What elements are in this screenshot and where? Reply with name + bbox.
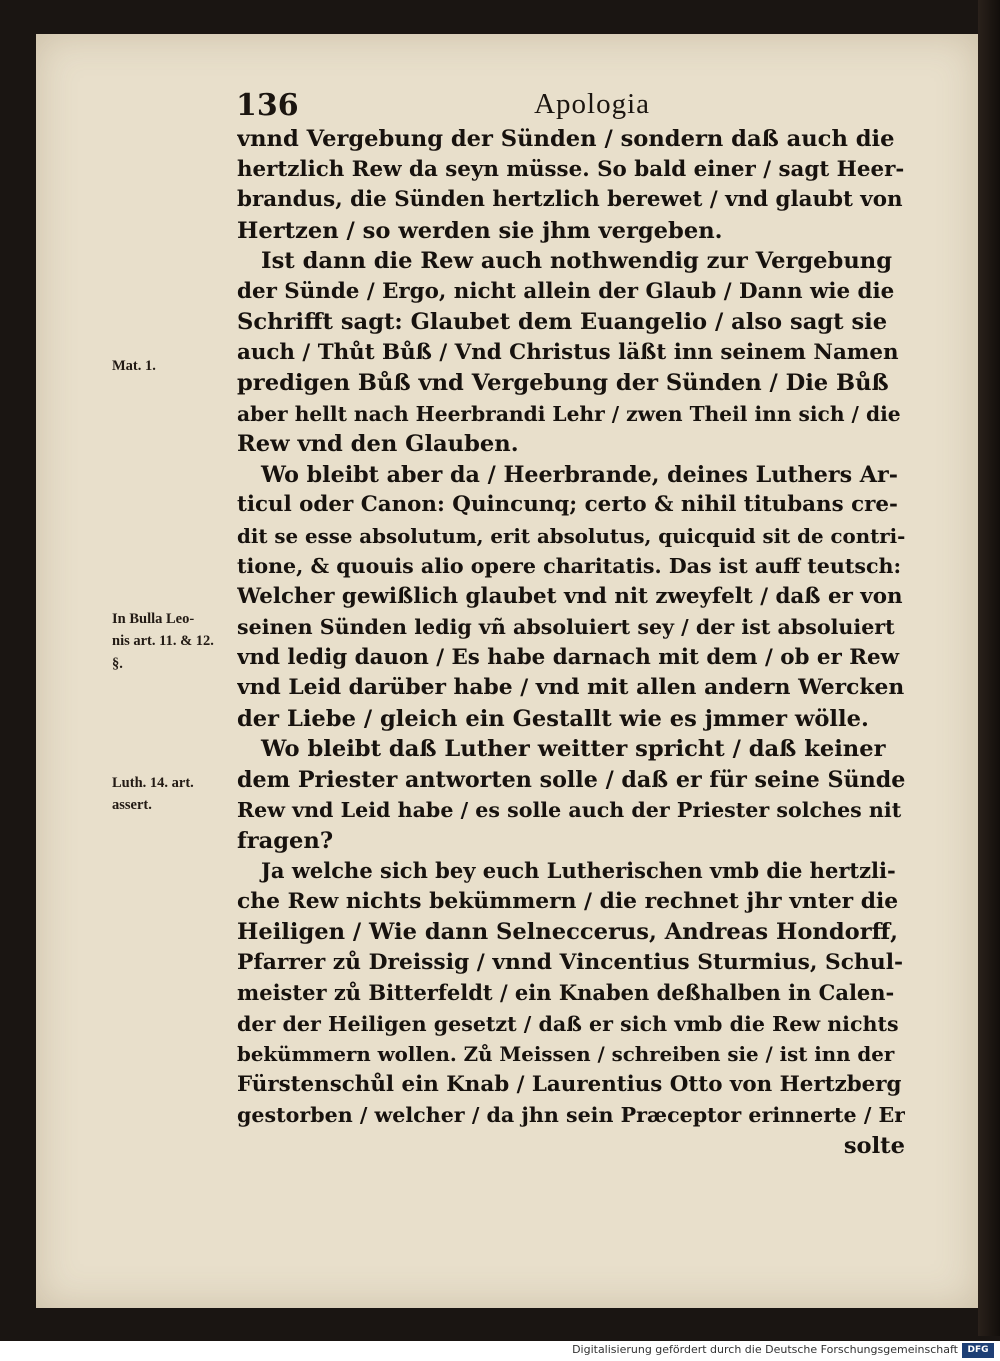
text-line: gestorben / welcher / da jhn sein Præceptor erinnerte / Er bbox=[237, 1103, 905, 1127]
text-line: Fürstenschůl ein Knab / Laurentius Otto von Hertzberg bbox=[237, 1071, 902, 1097]
text-line: Ist dann die Rew auch nothwendig zur Vergebung bbox=[261, 248, 892, 274]
text-line: Ja welche sich bey euch Lutherischen vmb die hertzli- bbox=[261, 858, 896, 883]
text-line: meister zů Bitterfeldt / ein Knaben deßhalben in Calen- bbox=[237, 980, 895, 1005]
funding-credit: Digitalisierung gefördert durch die Deutsche Forschungsgemeinschaft bbox=[572, 1343, 958, 1356]
text-line: bekümmern wollen. Zů Meissen / schreiben sie / ist inn der bbox=[237, 1042, 895, 1066]
text-line: vnnd Vergebung der Sünden / sondern daß auch die bbox=[237, 126, 895, 152]
page-header bbox=[230, 88, 650, 124]
text-line: auch / Thůt Bůß / Vnd Christus läßt inn seinem Namen bbox=[237, 339, 899, 365]
page-edge bbox=[978, 0, 1000, 1336]
text-line: der der Heiligen gesetzt / daß er sich vmb die Rew nichts bbox=[237, 1011, 899, 1036]
marginal-note: assert. bbox=[112, 797, 152, 813]
text-line: dem Priester antworten solle / daß er für seine Sünde bbox=[237, 766, 905, 793]
text-line: aber hellt nach Heerbrandi Lehr / zwen Theil inn sich / die bbox=[237, 401, 901, 426]
text-line: Heiligen / Wie dann Selneccerus, Andreas Hondorff, bbox=[237, 919, 899, 945]
text-line: hertzlich Rew da seyn müsse. So bald einer / sagt Heer- bbox=[237, 156, 905, 182]
text-line: brandus, die Sünden hertzlich berewet / vnd glaubt von bbox=[237, 187, 903, 212]
footer-bar bbox=[0, 1341, 1000, 1361]
marginal-note: Mat. 1. bbox=[112, 358, 156, 374]
text-line: Pfarrer zů Dreissig / vnnd Vincentius Sturmius, Schul- bbox=[237, 949, 904, 975]
marginal-note: Luth. 14. art. bbox=[112, 775, 194, 791]
marginal-note: nis art. 11. & 12. bbox=[112, 633, 214, 649]
text-line: Hertzen / so werden sie jhm vergeben. bbox=[237, 217, 723, 244]
text-line: dit se esse absolutum, erit absolutus, quicquid sit de contri- bbox=[237, 523, 905, 548]
text-line: Rew vnd den Glauben. bbox=[237, 431, 519, 457]
text-line: Schrifft sagt: Glaubet dem Euangelio / also sagt sie bbox=[237, 309, 888, 335]
text-line: Wo bleibt daß Luther weitter spricht / daß keiner bbox=[261, 736, 886, 762]
text-line: ticul oder Canon: Quincunq; certo & nihil titubans cre- bbox=[237, 492, 898, 517]
dfg-logo: DFG bbox=[962, 1343, 994, 1358]
text-line: vnd ledig dauon / Es habe darnach mit dem / ob er Rew bbox=[237, 644, 900, 670]
text-line: tione, & quouis alio opere charitatis. Das ist auff teutsch: bbox=[237, 554, 902, 578]
marginal-note: In Bulla Leo- bbox=[112, 611, 195, 627]
body-text bbox=[237, 124, 905, 1161]
text-line: vnd Leid darüber habe / vnd mit allen andern Wercken bbox=[237, 675, 905, 700]
page-number: 136 bbox=[236, 88, 299, 123]
text-line: der Sünde / Ergo, nicht allein der Glaub / Dann wie die bbox=[237, 278, 895, 304]
text-line: der Liebe / gleich ein Gestallt wie es jmmer wölle. bbox=[237, 705, 869, 732]
text-line: che Rew nichts bekümmern / die rechnet jhr vnter die bbox=[237, 888, 899, 914]
text-line: seinen Sünden ledig vñ absoluiert sey / der ist absoluiert bbox=[237, 615, 895, 639]
text-line: Rew vnd Leid habe / es solle auch der Priester solches nit bbox=[237, 798, 902, 822]
running-title: Apologia bbox=[534, 88, 650, 120]
text-line: predigen Bůß vnd Vergebung der Sünden / Die Bůß bbox=[237, 370, 889, 396]
catchword: solte bbox=[843, 1132, 905, 1159]
marginal-note: §. bbox=[112, 656, 123, 672]
text-line: fragen? bbox=[237, 827, 334, 854]
text-line: Wo bleibt aber da / Heerbrande, deines Luthers Ar- bbox=[261, 461, 898, 488]
text-line: Welcher gewißlich glaubet vnd nit zweyfelt / daß er von bbox=[237, 583, 903, 609]
